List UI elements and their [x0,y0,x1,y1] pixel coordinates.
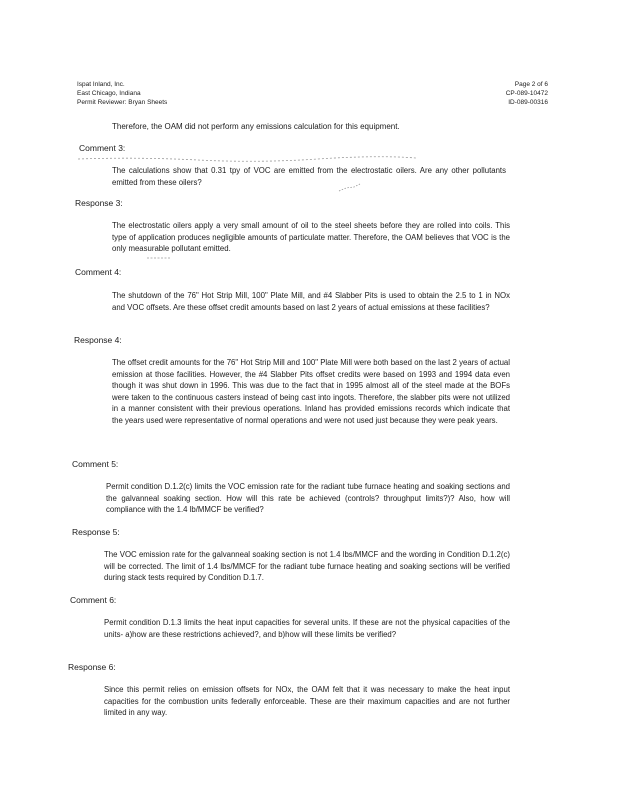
response-3-text: The electrostatic oilers apply a very small amount of oil to the steel sheets before they are rolled into coils. This type of application produces negligible amounts of particulate matter. Therefore, the OAM believes that VOC is the only measurable pollutant emitted. [112,221,510,253]
header-page-number: Page 2 of 6 [514,81,548,88]
response-5-heading: Response 5: [72,527,120,537]
header-left [77,80,167,107]
comment-4-text: The shutdown of the 76" Hot Strip Mill, 100" Plate Mill, and #4 Slabber Pits is used to obtain the 2.5 to 1 in NOx and VOC offsets. Are these offset credit amounts based on last 2 years of actual emissions at these facilities? [112,291,510,312]
scan-noise-mark [78,155,418,163]
header-right [506,80,548,107]
header-location: East Chicago, Indiana [77,90,141,97]
comment-5-heading: Comment 5: [72,459,119,469]
scan-noise-mark [146,255,172,261]
response-4-text: The offset credit amounts for the 76" Hot Strip Mill and 100" Plate Mill were both based on the last 2 years of actual emission at those facilities. However, the #4 Slabber Pits offset credits were based on 1993 and 1994 data even though it was shut down in 1996. This was due to the fact that in 1995 almost all of the steel made at the BOFs were taken to the continuous casters instead of being cast into ingots. Therefore, the slabber pits were not utilized in a manner consistent with their previous operations. Inland has provided emissions records which indicate that the years used were representative of normal operations and were not used just because they were peak years. [112,358,510,425]
intro-sentence: Therefore, the OAM did not perform any emissions calculation for this equipment. [112,122,400,131]
response-3-heading: Response 3: [75,198,123,208]
comment-3-heading: Comment 3: [79,143,126,153]
comment-4-heading: Comment 4: [75,267,122,277]
comment-5-text: Permit condition D.1.2(c) limits the VOC emission rate for the radiant tube furnace heating and soaking sections and the galvanneal soaking section. How will this rate be achieved (controls? throughput limits?)? Also, how will compliance with the 1.4 lb/MMCF be verified? [106,482,510,514]
response-6-text: Since this permit relies on emission offsets for NOx, the OAM felt that it was necessary to make the heat input capacities for the combustion units federally enforceable. These are their maximum capacities and are not further limited in any way. [104,685,510,717]
header-reviewer: Permit Reviewer: Bryan Sheets [77,99,168,106]
comment-3-text: The calculations show that 0.31 tpy of VOC are emitted from the electrostatic oilers. Are any other pollutants emitted from these oilers? [112,166,506,187]
response-4-heading: Response 4: [74,335,122,345]
comment-6-text: Permit condition D.1.3 limits the heat input capacities for several units. If these are not the physical capacities of the units- a)how are these restrictions achieved?, and b)how will these limits be verified? [104,618,510,639]
header-id-number: ID-089-00316 [508,99,548,106]
header-company: Ispat Inland, Inc. [77,81,125,88]
header-cp-number: CP-089-10472 [505,90,548,97]
scan-noise-mark [338,183,362,193]
response-6-heading: Response 6: [68,662,116,672]
comment-6-heading: Comment 6: [70,595,117,605]
response-5-text: The VOC emission rate for the galvanneal soaking section is not 1.4 lbs/MMCF and the wording in Condition D.1.2(c) will be corrected. The limit of 1.4 lbs/MMCF for the radiant tube furnace heating and soaking sections will be verified during stack tests required by Condition D.1.7. [104,550,510,582]
